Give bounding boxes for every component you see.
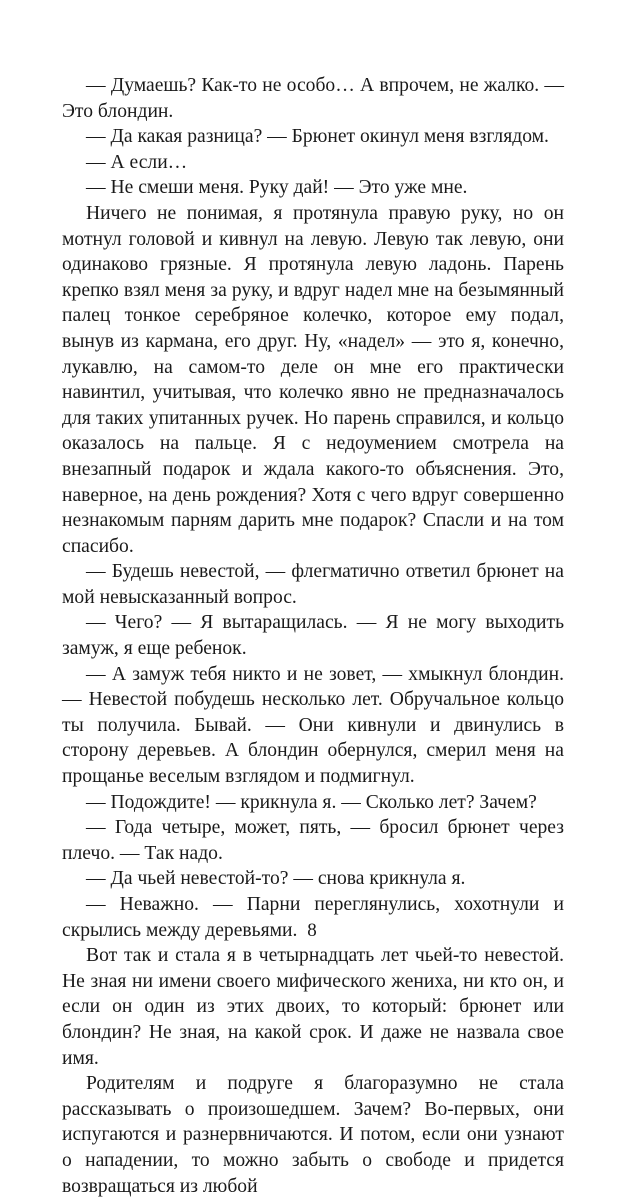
paragraph: — Да чьей невестой-то? — снова крикнула я. (86, 868, 466, 890)
paragraph: — Будешь невестой, — флегматично ответил брюнет на мой невысказанный вопрос. (62, 561, 564, 608)
paragraph: — Не смеши меня. Руку дай! — Это уже мне. (86, 177, 468, 199)
paragraph: Ничего не понимая, я протянула правую руку, но он мотнул головой и кивнул на левую. Левую так левую, они одинаково грязные. Я протянула левую ладонь. Парень крепко взял меня за руку, и вдруг надел мне на безымянный палец тонкое серебряное колечко, которое ему подал, вынув из кармана, его друг. Ну, «надел» — это я, конечно, лукавлю, на самом-то деле он мне его практически навинтил, учитывая, что колечко явно не предназначалось для таких упитанных ручек. Но парень справился, и кольцо оказалось на пальце. Я с недоумением смотрела на внезапный подарок и ждала какого-то объяснения. Это, наверное, на день рождения? Хотя с чего вдруг совершенно незнакомым парням дарить мне подарок? Спасли и на том спасибо. (62, 202, 564, 557)
paragraph: — Неважно. — Парни переглянулись, хохотнули и скрылись между деревьями. (62, 894, 564, 941)
paragraph: — Года четыре, может, пять, — бросил брюнет через плечо. — Так надо. (62, 817, 564, 864)
paragraph: — А замуж тебя никто и не зовет, — хмыкнул блондин. — Невестой побудешь несколько лет. Обручальное кольцо ты получила. Бывай. — Они кивнули и двинулись в сторону деревьев. А блондин обернулся, смерил меня на прощанье веселым взглядом и подмигнул. (62, 663, 564, 788)
page-number: 8 (307, 920, 317, 941)
paragraph: — А если… (86, 151, 188, 173)
paragraph: Вот так и стала я в четырнадцать лет чьей-то невестой. Не зная ни имени своего мифического жениха, ни кто он, и если он один из этих двоих, то который: брюнет или блондин? Не зная, на какой срок. И даже не назвала свое имя. (62, 945, 564, 1069)
paragraph: — Да какая разница? — Брюнет окинул меня взглядом. (86, 126, 549, 148)
paragraph: — Думаешь? Как-то не особо… А впрочем, не жалко. — Это блондин. (62, 75, 564, 122)
paragraph: Родителям и подруге я благоразумно не стала рассказывать о произошедшем. Зачем? Во-первых, они испугаются и разнервничаются. И потом, если они узнают о нападении, то можно забыть о свободе и придется возвращаться из любой (62, 1073, 564, 1197)
paragraph: — Подождите! — крикнула я. — Сколько лет? Зачем? (86, 791, 537, 813)
page-text (62, 73, 564, 1199)
paragraph: — Чего? — Я вытаращилась. — Я не могу выходить замуж, я еще ребенок. (62, 612, 564, 660)
